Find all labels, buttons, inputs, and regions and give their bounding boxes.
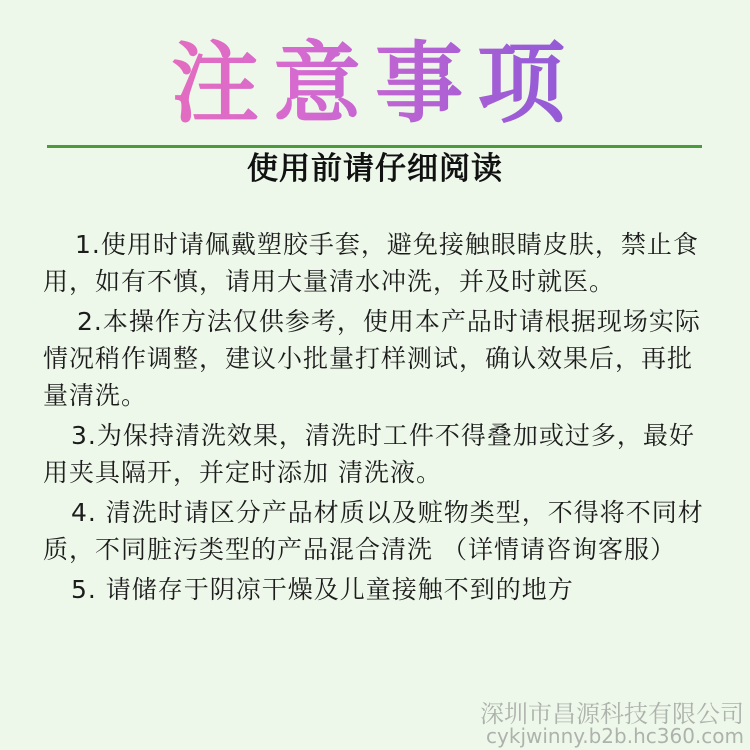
note-item-5: 5. 请储存于阴凉干燥及儿童接触不到的地方 bbox=[71, 575, 574, 604]
page-subtitle: 使用前请仔细阅读 bbox=[247, 151, 503, 187]
title-divider bbox=[47, 145, 702, 148]
page-title: 注意事项 bbox=[0, 28, 750, 138]
notes-list bbox=[43, 226, 709, 611]
company-watermark: 深圳市昌源科技有限公司 bbox=[480, 700, 744, 728]
note-item-3: 3.为保持清洗效果，清洗时工件不得叠加或过多，最好用夹具隔开，并定时添加 清洗液。 bbox=[43, 421, 695, 487]
note-item-2: 2.本操作方法仅供参考，使用本产品时请根据现场实际情况稍作调整，建议小批量打样测试，确认效果后，再批量清洗。 bbox=[43, 307, 701, 410]
note-item-4: 4. 清洗时请区分产品材质以及赃物类型，不得将不同材质，不同脏污类型的产品混合清洗 （详情请咨询客服） bbox=[43, 498, 704, 564]
note-item-1: 1.使用时请佩戴塑胶手套，避免接触眼睛皮肤，禁止食用，如有不慎，请用大量清水冲洗，并及时就医。 bbox=[43, 230, 699, 296]
url-watermark: cykjwinny.b2b.hc360.com bbox=[486, 724, 744, 748]
